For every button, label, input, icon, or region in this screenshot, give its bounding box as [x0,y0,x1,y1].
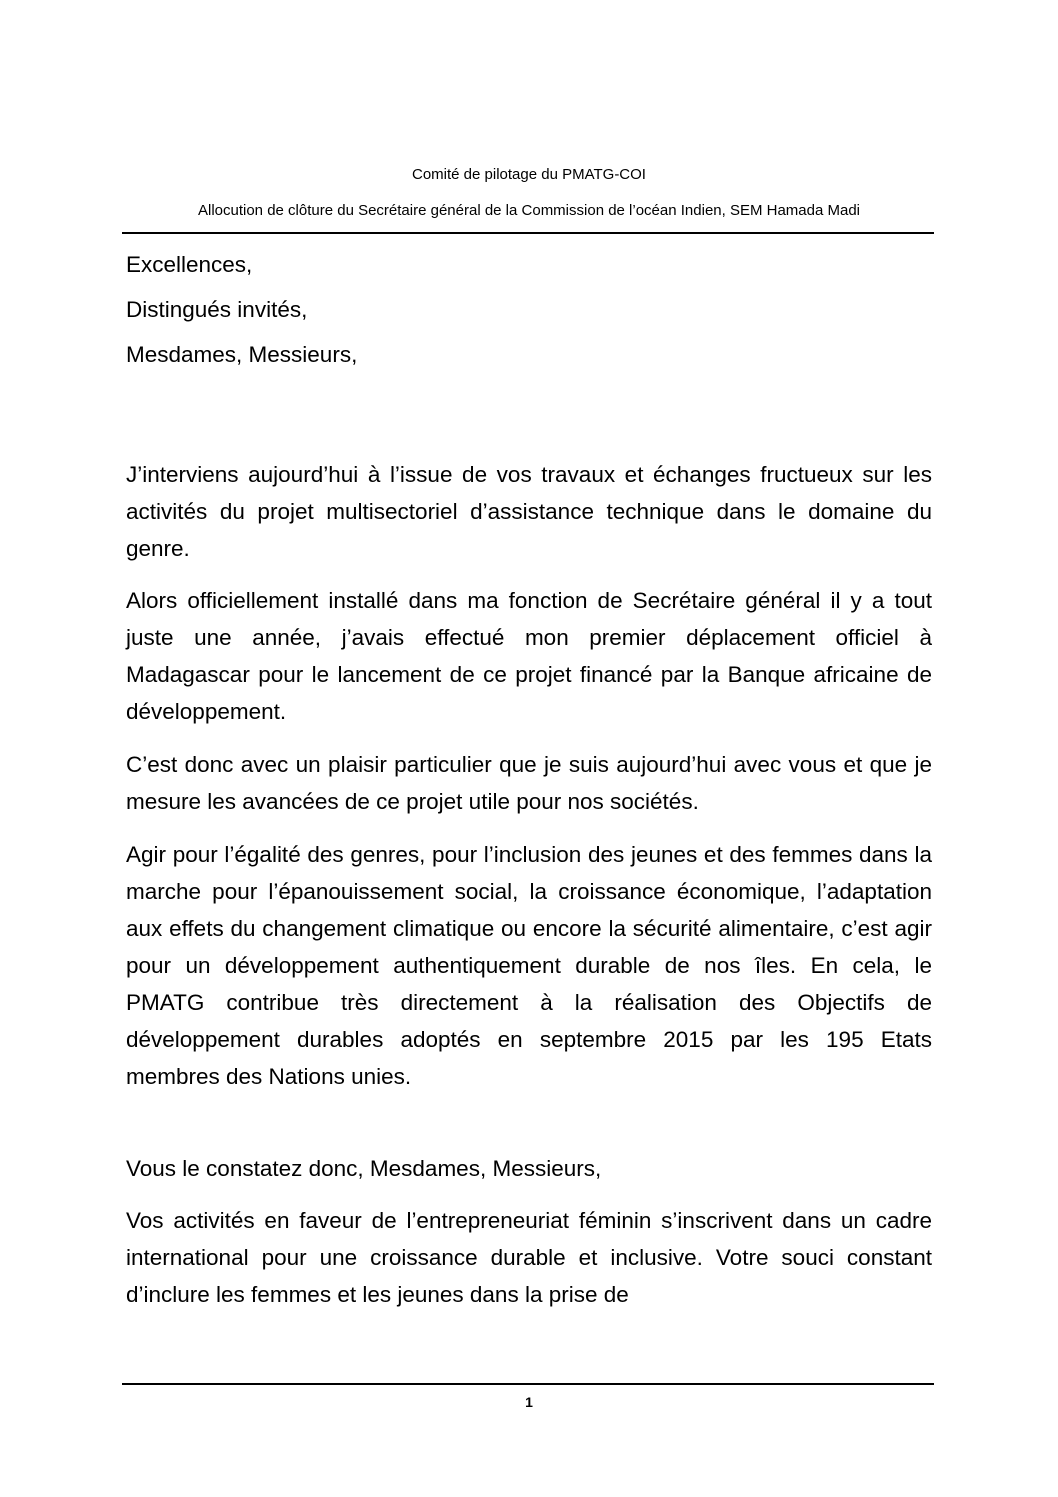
paragraph [126,1202,932,1313]
document-header-subtitle: Allocution de clôture du Secrétaire général de la Commission de l’océan Indien, SEM Hamada Madi [197,202,861,219]
salutation-line: Excellences, [126,252,253,277]
paragraph-text: Vous le constatez donc, Mesdames, Messieurs, [126,1156,602,1181]
salutation-line: Mesdames, Messieurs, [126,342,358,367]
salutation-line: Distingués invités, [126,297,308,322]
header-divider [122,232,934,234]
footer-divider [122,1383,934,1385]
paragraph-text: Agir pour l’égalité des genres, pour l’inclusion des jeunes et des femmes dans la marche pour l’épanouissement social, la croissance économique, l’adaptation aux effets du changement climatique ou encore la sécurité alimentaire, c’est agir pour un développement authentiquement durable de nos îles. En cela, le PMATG contribue très directement à la réalisation des Objectifs de développement durables adoptés en septembre 2015 par les 195 Etats membres des Nations unies. [126,842,932,1089]
paragraph [126,1150,932,1187]
paragraph-text: Vos activités en faveur de l’entrepreneuriat féminin s’inscrivent dans un cadre international pour une croissance durable et inclusive. Votre souci constant d’inclure les femmes et les jeunes dans la prise de [126,1208,932,1307]
paragraph-text: C’est donc avec un plaisir particulier que je suis aujourd’hui avec vous et que je mesure les avancées de ce projet utile pour nos sociétés. [126,752,932,814]
paragraph [126,836,932,1095]
paragraph-text: Alors officiellement installé dans ma fonction de Secrétaire général il y a tout juste une année, j’avais effectué mon premier déplacement officiel à Madagascar pour le lancement de ce projet financé par la Banque africaine de développement. [126,588,932,724]
paragraph [126,582,932,730]
page-number: 1 [525,1394,533,1410]
paragraph-text: J’interviens aujourd’hui à l’issue de vos travaux et échanges fructueux sur les activités du projet multisectoriel d’assistance technique dans le domaine du genre. [126,462,932,561]
document-header-title: Comité de pilotage du PMATG-COI [412,166,646,183]
paragraph [126,746,932,820]
paragraph [126,456,932,567]
